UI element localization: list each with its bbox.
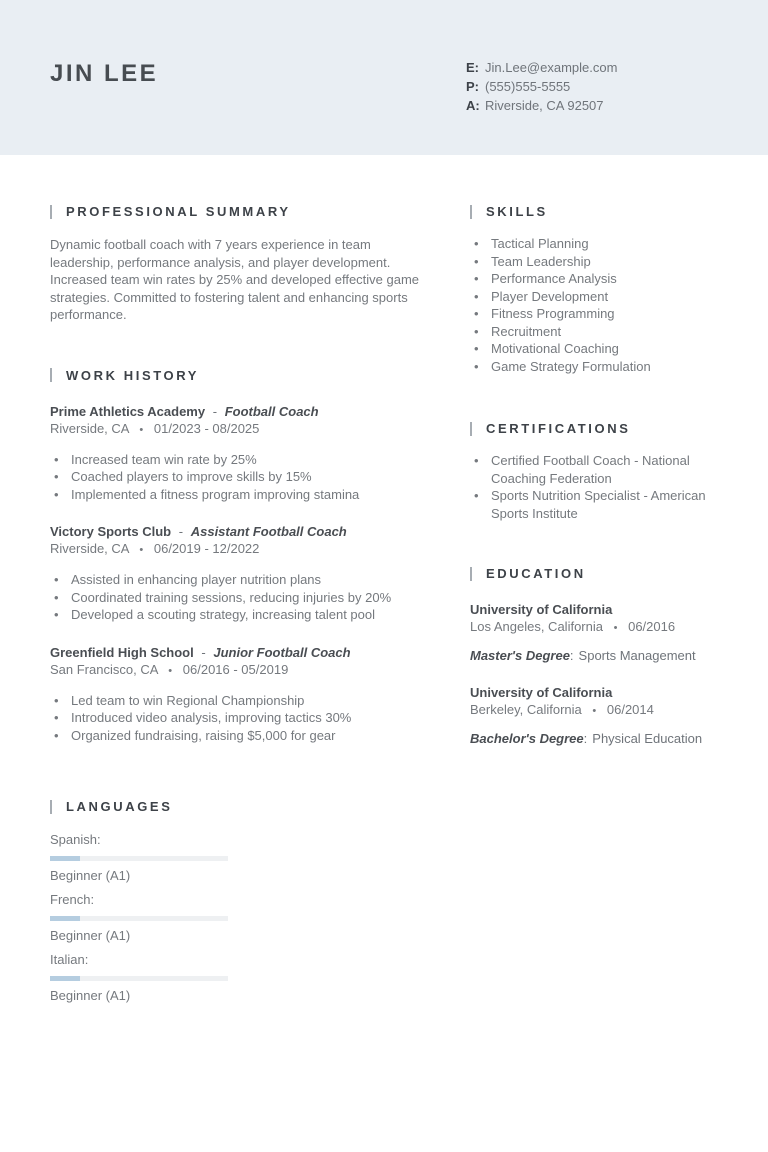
job-dates: 01/2023 - 08/2025 xyxy=(153,420,260,436)
header-band xyxy=(0,0,768,155)
job-meta xyxy=(50,540,427,559)
job-bullet: • Developed a scouting strategy, increasing talent pool xyxy=(50,606,427,624)
skill-item: • Motivational Coaching xyxy=(470,340,722,358)
job-bullet: • Organized fundraising, raising $5,000 for gear xyxy=(50,727,427,745)
job-location: San Francisco, CA xyxy=(50,661,158,677)
left-column xyxy=(50,204,427,1012)
skill-item: • Player Development xyxy=(470,288,722,306)
job-dates: 06/2019 - 12/2022 xyxy=(153,541,260,556)
section-title: PROFESSIONAL SUMMARY xyxy=(66,204,291,219)
language-level-label: Beginner (A1) xyxy=(50,928,131,943)
separator: - xyxy=(201,644,206,660)
degree-label: Master's Degree xyxy=(470,648,570,663)
job-bullets xyxy=(50,451,427,504)
language-level-bar xyxy=(50,976,228,981)
job-company: Victory Sports Club xyxy=(50,524,172,539)
section-marker xyxy=(50,368,52,382)
section-heading xyxy=(470,204,722,219)
dot-separator: • xyxy=(139,544,144,556)
job-bullet: • Assisted in enhancing player nutrition plans xyxy=(50,571,427,589)
section-skills xyxy=(470,204,722,375)
job-title-line xyxy=(50,644,427,661)
section-heading xyxy=(50,799,427,814)
contact-phone xyxy=(466,78,617,96)
job-entry xyxy=(50,523,427,624)
contact-email-label: E: xyxy=(466,60,479,75)
job-company: Greenfield High School xyxy=(50,644,194,660)
dot-separator: • xyxy=(139,423,144,436)
job-location: Riverside, CA xyxy=(50,541,129,556)
education-entry xyxy=(470,684,722,747)
job-position: Junior Football Coach xyxy=(213,644,351,660)
job-bullet: • Introduced video analysis, improving tactics 30% xyxy=(50,709,427,727)
job-dates: 06/2016 - 05/2019 xyxy=(182,661,289,677)
education-degree-line xyxy=(470,647,722,664)
education-meta xyxy=(470,701,722,720)
section-title: SKILLS xyxy=(486,204,548,219)
dot-separator: • xyxy=(613,622,618,634)
section-heading xyxy=(50,368,427,383)
section-marker xyxy=(470,205,472,219)
dot-separator: • xyxy=(168,664,173,677)
job-meta xyxy=(50,661,427,680)
skill-item: • Team Leadership xyxy=(470,253,722,271)
job-bullets xyxy=(50,571,427,624)
job-position: Assistant Football Coach xyxy=(190,524,347,539)
language-item xyxy=(50,952,228,1003)
section-title: WORK HISTORY xyxy=(66,367,200,383)
certification-item: • Sports Nutrition Specialist - American Sports Institute xyxy=(470,487,722,522)
section-marker xyxy=(50,800,52,814)
resume-body xyxy=(0,155,768,1012)
degree-field: Sports Management xyxy=(578,648,696,663)
section-languages xyxy=(50,799,427,1012)
job-bullets xyxy=(50,692,427,745)
degree-field: Physical Education xyxy=(592,731,703,746)
degree-label: Bachelor's Degree xyxy=(470,731,584,746)
language-level-bar xyxy=(50,916,228,921)
job-company: Prime Athletics Academy xyxy=(50,403,206,419)
education-school: University of California xyxy=(470,685,613,700)
language-level-fill xyxy=(50,976,80,981)
job-title-line xyxy=(50,403,427,420)
language-level-fill xyxy=(50,916,80,921)
language-name: Spanish: xyxy=(50,832,101,847)
skills-list xyxy=(470,235,722,375)
person-name: JIN LEE xyxy=(50,60,159,87)
section-certifications xyxy=(470,421,722,522)
language-level-label: Beginner (A1) xyxy=(50,868,131,883)
section-heading xyxy=(470,421,722,436)
contact-address-value: Riverside, CA 92507 xyxy=(485,98,604,113)
separator: - xyxy=(212,403,218,419)
section-professional-summary xyxy=(50,204,427,324)
contact-address xyxy=(466,97,617,115)
language-name: Italian: xyxy=(50,952,89,967)
job-location: Riverside, CA xyxy=(50,420,129,436)
education-location: Berkeley, California xyxy=(470,702,582,717)
language-item xyxy=(50,832,228,883)
contact-email xyxy=(466,59,617,77)
summary-text: Dynamic football coach with 7 years experience in team leadership, performance analysis, and player development. Increased team win rates by 25% and developed effective game strategies. Committed to fostering talent and enhancing sports performance. xyxy=(50,237,420,322)
section-title: EDUCATION xyxy=(486,566,586,581)
job-title-line xyxy=(50,523,427,540)
language-grid xyxy=(50,832,427,1012)
section-heading xyxy=(470,566,722,581)
skill-item: • Recruitment xyxy=(470,323,722,341)
section-work-history xyxy=(50,368,427,745)
section-marker xyxy=(470,422,472,436)
certifications-list xyxy=(470,452,722,522)
section-title: LANGUAGES xyxy=(66,799,173,814)
section-marker xyxy=(50,205,52,219)
right-column xyxy=(470,204,722,747)
section-heading xyxy=(50,204,427,219)
dot-separator: • xyxy=(592,705,597,717)
skill-item: • Performance Analysis xyxy=(470,270,722,288)
contact-email-value: Jin.Lee@example.com xyxy=(485,60,618,75)
job-position: Football Coach xyxy=(224,403,319,419)
education-location: Los Angeles, California xyxy=(470,619,603,634)
contact-address-label: A: xyxy=(466,98,480,113)
job-bullet: • Led team to win Regional Championship xyxy=(50,692,427,710)
job-bullet: • Increased team win rate by 25% xyxy=(50,451,427,469)
job-bullet: • Implemented a fitness program improving stamina xyxy=(50,486,427,504)
separator: - xyxy=(178,524,184,539)
language-level-label: Beginner (A1) xyxy=(50,988,131,1003)
skill-item: • Game Strategy Formulation xyxy=(470,358,722,376)
education-meta xyxy=(470,618,722,637)
education-school: University of California xyxy=(470,602,613,617)
job-entry xyxy=(50,644,427,745)
job-bullet: • Coached players to improve skills by 15% xyxy=(50,468,427,486)
section-title: CERTIFICATIONS xyxy=(486,421,631,436)
language-name: French: xyxy=(50,892,95,907)
section-education xyxy=(470,566,722,747)
education-date: 06/2014 xyxy=(606,702,654,717)
education-degree-line xyxy=(470,730,722,747)
language-item xyxy=(50,892,228,943)
colon-separator: : xyxy=(569,648,574,663)
skill-item: • Tactical Planning xyxy=(470,235,722,253)
contact-phone-value: (555)555-5555 xyxy=(485,79,571,94)
education-date: 06/2016 xyxy=(628,619,676,634)
colon-separator: : xyxy=(583,731,588,746)
contact-phone-label: P: xyxy=(466,79,479,94)
job-bullet: • Coordinated training sessions, reducing injuries by 20% xyxy=(50,589,427,607)
skill-item: • Fitness Programming xyxy=(470,305,722,323)
education-entry xyxy=(470,601,722,664)
contact-block xyxy=(466,59,617,116)
certification-item: • Certified Football Coach - National Coaching Federation xyxy=(470,452,722,487)
language-level-fill xyxy=(50,856,80,861)
job-entry xyxy=(50,403,427,504)
language-level-bar xyxy=(50,856,228,861)
job-meta xyxy=(50,420,427,439)
section-marker xyxy=(470,567,472,581)
